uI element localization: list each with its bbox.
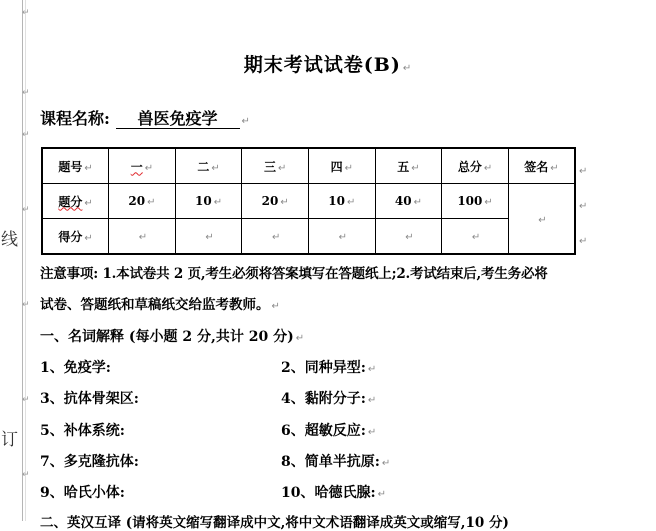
- term-item: 2、同种异型: ↵: [281, 360, 377, 376]
- score-cell[interactable]: ↵: [109, 219, 176, 255]
- margin-label-xian: 线: [1, 230, 18, 250]
- table-row-header: [42, 148, 575, 184]
- section-title-1: 一、名词解释 (每小题 2 分,共计 20 分) ↵: [40, 329, 305, 345]
- margin-label-ding: 订: [1, 430, 18, 450]
- paragraph-mark: ↵: [402, 63, 413, 74]
- header-cell: 题号 ↵: [42, 148, 109, 184]
- points-cell-total: 100 ↵: [442, 184, 509, 219]
- term-item: 6、超敏反应: ↵: [281, 423, 377, 439]
- exam-title: [0, 50, 656, 77]
- row-end-mark: ↵: [579, 236, 588, 247]
- binding-margin-line-inner: [25, 0, 26, 521]
- header-cell: 总分 ↵: [442, 148, 509, 184]
- term-item: 5、补体系统:: [40, 423, 125, 439]
- margin-mark: ↵: [22, 8, 30, 18]
- score-cell[interactable]: ↵: [175, 219, 242, 255]
- row-end-mark: ↵: [579, 166, 588, 177]
- points-cell: 20 ↵: [242, 184, 309, 219]
- term-item: 1、免疫学:: [40, 360, 111, 376]
- row-label: 得分 ↵: [42, 219, 109, 255]
- header-cell: 三 ↵: [242, 148, 309, 184]
- binding-margin-line: [22, 0, 23, 521]
- term-item: 3、抗体骨架区:: [40, 391, 139, 407]
- term-item: 4、黏附分子: ↵: [281, 391, 377, 407]
- row-label: 题分 ↵: [42, 184, 109, 219]
- paragraph-mark: ↵: [241, 116, 250, 127]
- points-cell: 40 ↵: [375, 184, 442, 219]
- row-end-mark: ↵: [579, 201, 588, 212]
- header-cell: 二 ↵: [175, 148, 242, 184]
- margin-mark: ↵: [22, 130, 30, 140]
- score-table: [41, 147, 576, 255]
- course-line: [40, 106, 250, 129]
- notice-line-1: 注意事项: 1.本试卷共 2 页,考生必须将答案填写在答题纸上;2.考试结束后,考生务必将: [40, 266, 548, 282]
- margin-mark: ↵: [22, 300, 30, 310]
- points-cell: 10 ↵: [175, 184, 242, 219]
- header-cell: 一 ↵: [109, 148, 176, 184]
- points-cell: 20 ↵: [109, 184, 176, 219]
- term-item: 7、多克隆抗体:: [40, 454, 139, 470]
- signature-cell[interactable]: ↵: [508, 184, 575, 255]
- score-cell[interactable]: ↵: [242, 219, 309, 255]
- score-cell[interactable]: ↵: [375, 219, 442, 255]
- term-item: 9、哈氏小体:: [40, 485, 125, 501]
- header-cell: 五 ↵: [375, 148, 442, 184]
- margin-mark: ↵: [22, 470, 30, 480]
- term-item: 8、简单半抗原: ↵: [281, 454, 391, 470]
- score-cell[interactable]: ↵: [309, 219, 376, 255]
- notice-line-2: 试卷、答题纸和草稿纸交给监考教师。 ↵: [40, 297, 280, 313]
- table-row-score: [42, 219, 575, 255]
- exam-title-text: 期末考试试卷(B): [243, 54, 401, 76]
- margin-mark: ↵: [22, 395, 30, 405]
- header-cell: 四 ↵: [309, 148, 376, 184]
- margin-mark: ↵: [22, 88, 30, 98]
- course-name: 兽医免疫学: [116, 109, 240, 129]
- points-cell: 10 ↵: [309, 184, 376, 219]
- table-row-points: [42, 184, 575, 219]
- margin-mark: ↵: [22, 205, 30, 215]
- section-title-2: 二、英汉互译 (请将英文缩写翻译成中文,将中文术语翻译成英文或缩写,10 分): [40, 515, 509, 531]
- score-cell[interactable]: ↵: [442, 219, 509, 255]
- header-cell-signature: 签名 ↵: [508, 148, 575, 184]
- term-item: 10、哈德氏腺: ↵: [281, 485, 387, 501]
- course-label: 课程名称:: [40, 109, 110, 128]
